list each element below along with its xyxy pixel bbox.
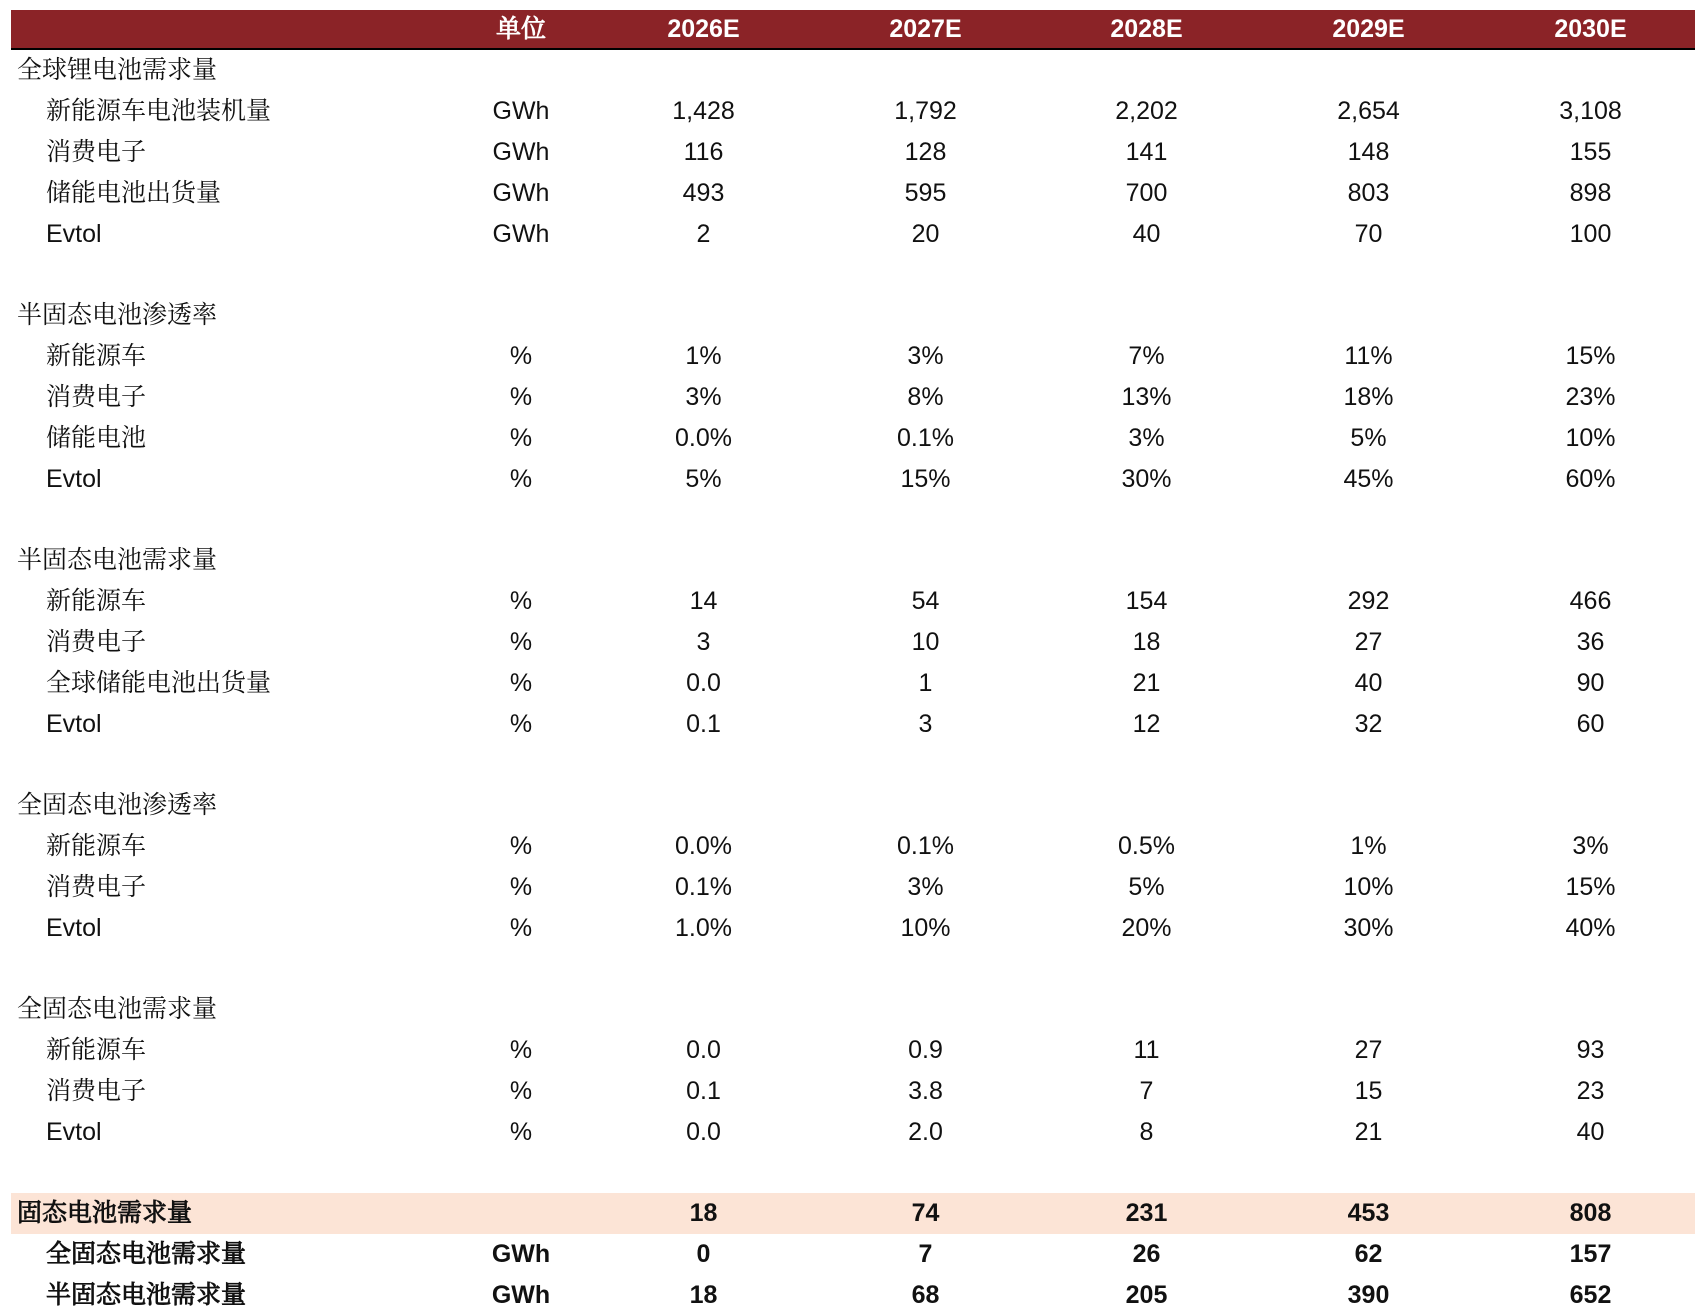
row-value: 11%	[1344, 342, 1393, 370]
row-value: 93	[1576, 1036, 1605, 1064]
row-unit: GWh	[492, 97, 550, 125]
row-value: 2	[696, 220, 711, 248]
row-value: 1,792	[894, 97, 957, 125]
row-label: 新能源车	[46, 587, 147, 615]
row-unit: %	[509, 1118, 533, 1146]
row-label: 新能源车	[46, 832, 147, 860]
table-row	[11, 1071, 1695, 1112]
row-value: 128	[904, 138, 947, 166]
row-value: 27	[1354, 628, 1383, 656]
row-value: 11	[1133, 1036, 1160, 1064]
row-value: 116	[683, 138, 724, 166]
row-value: 7	[918, 1240, 933, 1268]
table-row	[11, 826, 1695, 867]
row-unit: %	[509, 669, 533, 697]
row-value: 90	[1576, 669, 1605, 697]
spacer-row	[11, 255, 1695, 295]
row-label: Evtol	[46, 914, 102, 942]
row-value: 0.0%	[675, 832, 732, 860]
table-body	[11, 50, 1695, 1316]
row-value: 2.0	[908, 1118, 943, 1146]
row-label: 全固态电池需求量	[46, 1240, 247, 1268]
row-value: 1.0%	[675, 914, 732, 942]
row-unit: %	[509, 383, 533, 411]
row-label: 储能电池出货量	[46, 179, 222, 207]
row-value: 13%	[1121, 383, 1172, 411]
row-label: Evtol	[46, 465, 102, 493]
table-row	[11, 704, 1695, 745]
row-value: 1%	[1350, 832, 1387, 860]
table-row	[11, 1234, 1695, 1275]
header-unit-cell: 单位	[495, 15, 546, 43]
table-row	[11, 1193, 1695, 1234]
row-value: 70	[1354, 220, 1383, 248]
row-value: 5%	[685, 465, 722, 493]
row-value: 0.1%	[675, 873, 732, 901]
table-row	[11, 418, 1695, 459]
row-value: 21	[1354, 1118, 1383, 1146]
row-value: 0.9	[908, 1036, 943, 1064]
table-header-row	[11, 10, 1695, 50]
row-value: 62	[1354, 1240, 1383, 1268]
row-label: Evtol	[46, 710, 102, 738]
row-value: 3%	[907, 342, 944, 370]
row-value: 2,654	[1337, 97, 1400, 125]
section-title-row	[11, 540, 1695, 581]
section-title: 半固态电池需求量	[17, 546, 218, 574]
row-unit: %	[509, 628, 533, 656]
row-value: 0.5%	[1118, 832, 1175, 860]
header-year-cell: 2026E	[667, 15, 740, 43]
row-value: 155	[1569, 138, 1612, 166]
row-value: 5%	[1128, 873, 1165, 901]
row-value: 60	[1576, 710, 1605, 738]
row-value: 453	[1347, 1199, 1390, 1227]
section-title: 半固态电池渗透率	[17, 301, 218, 329]
row-value: 10%	[1343, 873, 1394, 901]
row-unit: %	[509, 465, 533, 493]
spacer-row	[11, 745, 1695, 785]
row-label: 消费电子	[46, 873, 147, 901]
row-value: 26	[1132, 1240, 1161, 1268]
row-unit: GWh	[491, 1281, 551, 1309]
row-value: 14	[689, 587, 718, 615]
row-value: 23	[1576, 1077, 1605, 1105]
table-row	[11, 867, 1695, 908]
row-value: 2,202	[1115, 97, 1178, 125]
row-value: 21	[1132, 669, 1161, 697]
row-value: 20	[911, 220, 940, 248]
section-title-row	[11, 785, 1695, 826]
spacer-row	[11, 500, 1695, 540]
row-value: 18	[689, 1281, 718, 1309]
table-row	[11, 581, 1695, 622]
row-label: 消费电子	[46, 138, 147, 166]
row-value: 157	[1569, 1240, 1612, 1268]
row-value: 15%	[900, 465, 951, 493]
row-value: 0.1	[686, 1077, 721, 1105]
row-value: 1%	[685, 342, 722, 370]
row-value: 20%	[1121, 914, 1172, 942]
table-row	[11, 132, 1695, 173]
row-value: 3%	[1128, 424, 1165, 452]
row-value: 0.1%	[897, 424, 954, 452]
row-value: 390	[1347, 1281, 1390, 1309]
row-value: 0	[696, 1240, 711, 1268]
row-value: 45%	[1343, 465, 1394, 493]
row-value: 466	[1569, 587, 1612, 615]
section-title-row	[11, 295, 1695, 336]
row-value: 12	[1132, 710, 1161, 738]
row-unit: %	[509, 424, 533, 452]
row-value: 3%	[907, 873, 944, 901]
row-value: 154	[1125, 587, 1168, 615]
row-value: 0.0	[686, 1118, 721, 1146]
row-label: 全球储能电池出货量	[46, 669, 272, 697]
row-value: 493	[682, 179, 725, 207]
row-value: 27	[1354, 1036, 1383, 1064]
row-value: 15	[1354, 1077, 1383, 1105]
row-value: 23%	[1565, 383, 1616, 411]
row-value: 40%	[1565, 914, 1616, 942]
row-unit	[431, 1193, 611, 1234]
header-year-cell: 2028E	[1110, 15, 1183, 43]
row-value: 36	[1576, 628, 1605, 656]
row-label: 新能源车	[46, 342, 147, 370]
row-value: 652	[1569, 1281, 1612, 1309]
row-value: 700	[1125, 179, 1168, 207]
row-unit: GWh	[492, 138, 550, 166]
row-value: 100	[1569, 220, 1612, 248]
row-value: 10%	[1565, 424, 1616, 452]
row-value: 3%	[685, 383, 722, 411]
row-label: 新能源车电池装机量	[46, 97, 272, 125]
row-label: 储能电池	[46, 424, 147, 452]
row-value: 3.8	[908, 1077, 943, 1105]
row-label: 消费电子	[46, 383, 147, 411]
row-value: 18	[689, 1199, 718, 1227]
row-label: Evtol	[46, 1118, 102, 1146]
row-unit: %	[509, 342, 533, 370]
forecast-table	[11, 10, 1695, 1316]
row-value: 0.0	[686, 1036, 721, 1064]
row-value: 0.1	[686, 710, 721, 738]
row-value: 15%	[1565, 342, 1616, 370]
section-title: 全球锂电池需求量	[17, 56, 218, 84]
row-unit: GWh	[491, 1240, 551, 1268]
row-value: 15%	[1565, 873, 1616, 901]
row-unit: GWh	[492, 179, 550, 207]
row-value: 205	[1125, 1281, 1168, 1309]
table-row	[11, 214, 1695, 255]
table-row	[11, 173, 1695, 214]
row-label: 消费电子	[46, 628, 147, 656]
row-value: 5%	[1350, 424, 1387, 452]
row-value: 54	[911, 587, 940, 615]
table-row	[11, 1112, 1695, 1153]
row-value: 18%	[1343, 383, 1394, 411]
row-value: 808	[1569, 1199, 1612, 1227]
row-value: 0.1%	[897, 832, 954, 860]
table-row	[11, 663, 1695, 704]
section-title-row	[11, 989, 1695, 1030]
row-value: 292	[1347, 587, 1390, 615]
row-value: 141	[1125, 138, 1168, 166]
row-value: 1,428	[672, 97, 735, 125]
row-value: 74	[911, 1199, 940, 1227]
row-value: 8	[1139, 1118, 1154, 1146]
row-value: 60%	[1565, 465, 1616, 493]
row-unit: %	[509, 1036, 533, 1064]
table-row	[11, 622, 1695, 663]
table-row	[11, 91, 1695, 132]
row-value: 148	[1347, 138, 1390, 166]
row-value: 3	[918, 710, 933, 738]
row-unit: GWh	[492, 220, 550, 248]
spacer-row	[11, 1153, 1695, 1193]
row-unit: %	[509, 873, 533, 901]
row-label: 固态电池需求量	[17, 1199, 193, 1227]
table-row	[11, 908, 1695, 949]
row-label: Evtol	[46, 220, 102, 248]
row-value: 10%	[900, 914, 951, 942]
section-title: 全固态电池需求量	[17, 995, 218, 1023]
table-row	[11, 459, 1695, 500]
row-value: 595	[904, 179, 947, 207]
row-unit: %	[509, 1077, 533, 1105]
row-value: 40	[1132, 220, 1161, 248]
table-row	[11, 377, 1695, 418]
row-value: 3%	[1572, 832, 1609, 860]
header-year-cell: 2030E	[1554, 15, 1627, 43]
row-value: 18	[1132, 628, 1161, 656]
row-unit: %	[509, 914, 533, 942]
row-value: 803	[1347, 179, 1390, 207]
row-value: 0.0%	[675, 424, 732, 452]
row-label: 新能源车	[46, 1036, 147, 1064]
row-label: 半固态电池需求量	[46, 1281, 247, 1309]
row-value: 0.0	[686, 669, 721, 697]
row-value: 10	[911, 628, 940, 656]
row-value: 3,108	[1559, 97, 1622, 125]
spacer-row	[11, 949, 1695, 989]
row-value: 231	[1125, 1199, 1168, 1227]
table-row	[11, 1275, 1695, 1316]
row-unit: %	[509, 710, 533, 738]
row-value: 40	[1576, 1118, 1605, 1146]
row-value: 32	[1354, 710, 1383, 738]
row-label: 消费电子	[46, 1077, 147, 1105]
header-year-cell: 2029E	[1332, 15, 1405, 43]
row-value: 8%	[907, 383, 944, 411]
section-title-row	[11, 50, 1695, 91]
row-value: 40	[1354, 669, 1383, 697]
header-year-cell: 2027E	[889, 15, 962, 43]
section-title: 全固态电池渗透率	[17, 791, 218, 819]
table-row	[11, 1030, 1695, 1071]
row-value: 7	[1139, 1077, 1154, 1105]
row-unit: %	[509, 832, 533, 860]
row-unit: %	[509, 587, 533, 615]
row-value: 68	[911, 1281, 940, 1309]
row-value: 3	[696, 628, 711, 656]
row-value: 1	[918, 669, 933, 697]
row-value: 30%	[1121, 465, 1172, 493]
row-value: 898	[1569, 179, 1612, 207]
table-row	[11, 336, 1695, 377]
row-value: 30%	[1343, 914, 1394, 942]
row-value: 7%	[1128, 342, 1165, 370]
